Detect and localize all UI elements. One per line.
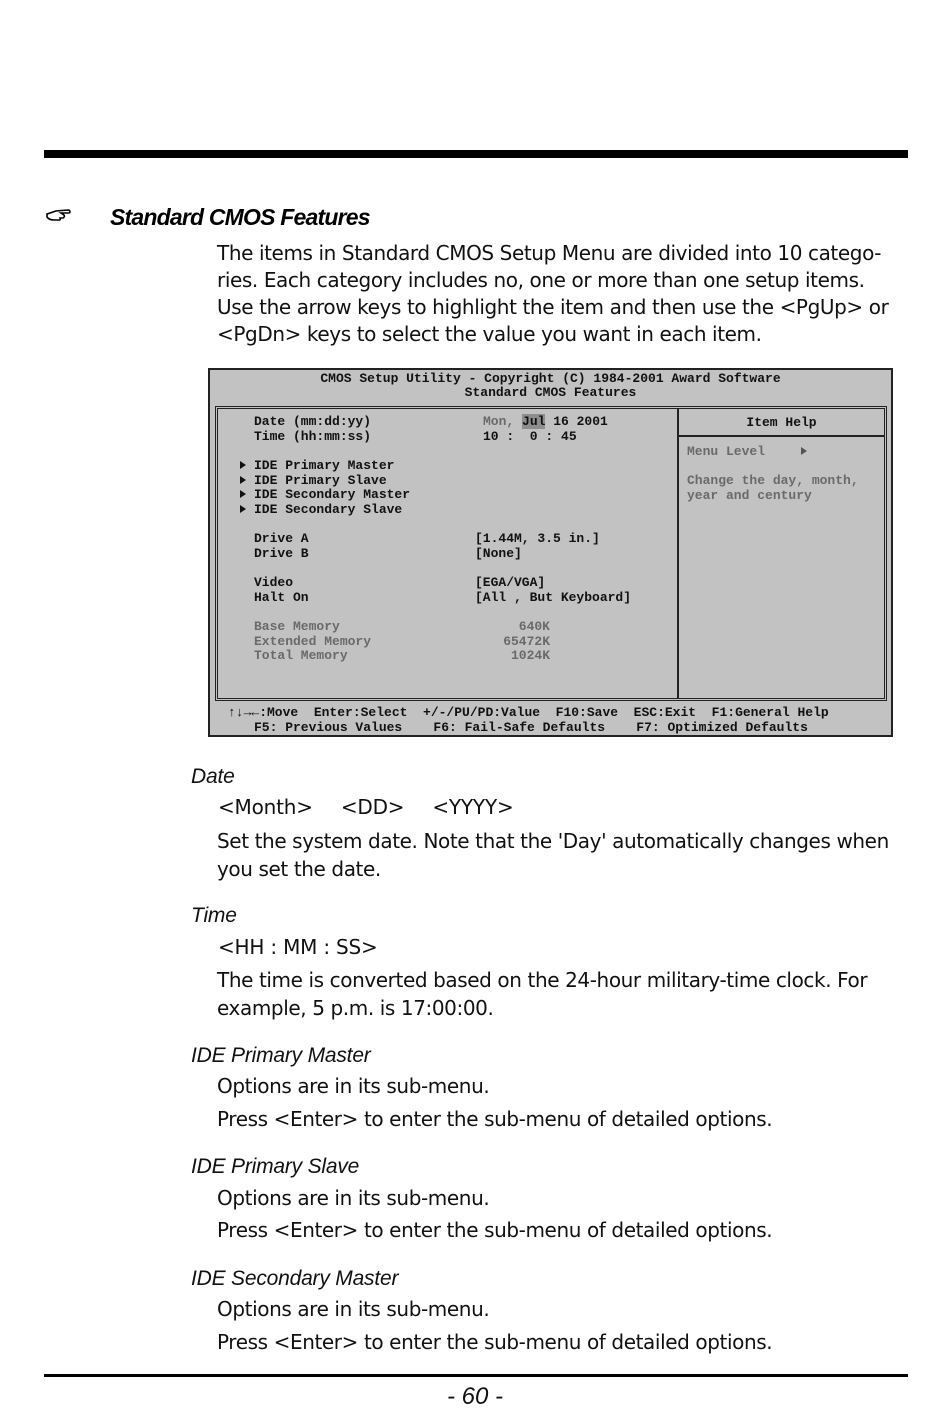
submenu-ide-primary-master[interactable]: IDE Primary Master [254,458,395,473]
key-hints-line2: F5: Previous Values F6: Fail-Safe Defaults F7: Optimized Defaults [254,720,808,735]
bios-setup-screen [208,368,893,737]
submenu-arrow-icon [240,476,246,484]
submenu-arrow-icon [240,461,246,469]
video-label: Video [254,575,294,590]
help-separator [679,435,884,437]
time-label: Time (hh:mm:ss) [254,429,372,444]
submenu-arrow-icon [240,505,246,513]
ide-primary-master-line2: Press <Enter> to enter the sub-menu of detailed options. [217,1107,773,1131]
intro-line: The items in Standard CMOS Setup Menu are divided into 10 catego- [217,241,882,265]
bottom-rule [44,1374,908,1377]
top-rule [44,150,908,158]
date-value[interactable] [483,414,608,429]
menu-level-label: Menu Level [687,444,766,459]
text-line: The time is converted based on the 24-hour military-time clock. For [217,968,868,992]
bios-divider [677,409,679,698]
ide-primary-slave-heading: IDE Primary Slave [191,1155,360,1178]
intro-line: Use the arrow keys to highlight the item and then use the <PgUp> or [217,295,889,319]
key-hints-line1: ↑↓→←:Move Enter:Select +/-/PU/PD:Value F10:Save ESC:Exit F1:General Help [228,705,829,720]
submenu-ide-primary-slave[interactable]: IDE Primary Slave [254,473,387,488]
date-label: Date (mm:dd:yy) [254,414,372,429]
base-memory-label: Base Memory [254,619,340,634]
submenu-arrow-icon [240,490,246,498]
option-year: <YYYY> [432,795,514,819]
halt-on-value[interactable]: [All , But Keyboard] [475,590,632,605]
video-value[interactable]: [EGA/VGA] [475,575,546,590]
section-title: Standard CMOS Features [110,204,370,230]
help-text-line: year and century [687,488,812,503]
ide-secondary-master-heading: IDE Secondary Master [191,1267,399,1290]
date-description [217,827,907,883]
option-day: <DD> [340,795,405,819]
time-value[interactable]: 10 : 0 : 45 [483,429,577,444]
item-help-title: Item Help [746,415,817,430]
submenu-ide-secondary-slave[interactable]: IDE Secondary Slave [254,502,403,517]
drive-b-label: Drive B [254,546,309,561]
text-line: you set the date. [217,857,381,881]
total-memory-label: Total Memory [254,648,348,663]
ide-primary-master-heading: IDE Primary Master [191,1044,371,1067]
base-memory-value: 640K [518,619,550,634]
submenu-ide-secondary-master[interactable]: IDE Secondary Master [254,487,411,502]
intro-line: ries. Each category includes no, one or more than one setup items. [217,268,865,292]
pointing-hand-icon [46,205,72,225]
intro-paragraph [217,240,907,348]
extended-memory-value: 65472K [503,634,550,649]
halt-on-label: Halt On [254,590,309,605]
option-month: <Month> [218,795,313,819]
help-text-line: Change the day, month, [687,473,859,488]
time-options [218,935,406,959]
page-number: - 60 - [446,1383,503,1410]
bios-frame [215,406,887,701]
drive-b-value[interactable]: [None] [475,546,522,561]
menu-level-arrow-icon [801,447,807,455]
date-weekday: Mon, [483,414,523,429]
ide-primary-master-line1: Options are in its sub-menu. [217,1074,490,1098]
time-heading: Time [191,904,237,927]
extended-memory-label: Extended Memory [254,634,372,649]
text-line: example, 5 p.m. is 17:00:00. [217,996,494,1020]
date-rest: 16 2001 [545,414,608,429]
option-time: <HH : MM : SS> [218,935,378,959]
text-line: Set the system date. Note that the 'Day' automatically changes when [217,829,889,853]
bios-title: CMOS Setup Utility - Copyright (C) 1984-2001 Award Software [320,371,781,386]
bios-subtitle: Standard CMOS Features [464,385,637,400]
ide-secondary-master-line2: Press <Enter> to enter the sub-menu of detailed options. [217,1330,773,1354]
ide-primary-slave-line1: Options are in its sub-menu. [217,1186,490,1210]
date-heading: Date [191,765,235,788]
drive-a-value[interactable]: [1.44M, 3.5 in.] [475,531,600,546]
drive-a-label: Drive A [254,531,309,546]
total-memory-value: 1024K [510,648,550,663]
intro-line: <PgDn> keys to select the value you want in each item. [217,322,762,346]
ide-primary-slave-line2: Press <Enter> to enter the sub-menu of detailed options. [217,1218,773,1242]
date-month-cursor[interactable]: Jul [522,414,546,429]
time-description [217,966,907,1022]
date-options [218,795,542,819]
ide-secondary-master-line1: Options are in its sub-menu. [217,1297,490,1321]
